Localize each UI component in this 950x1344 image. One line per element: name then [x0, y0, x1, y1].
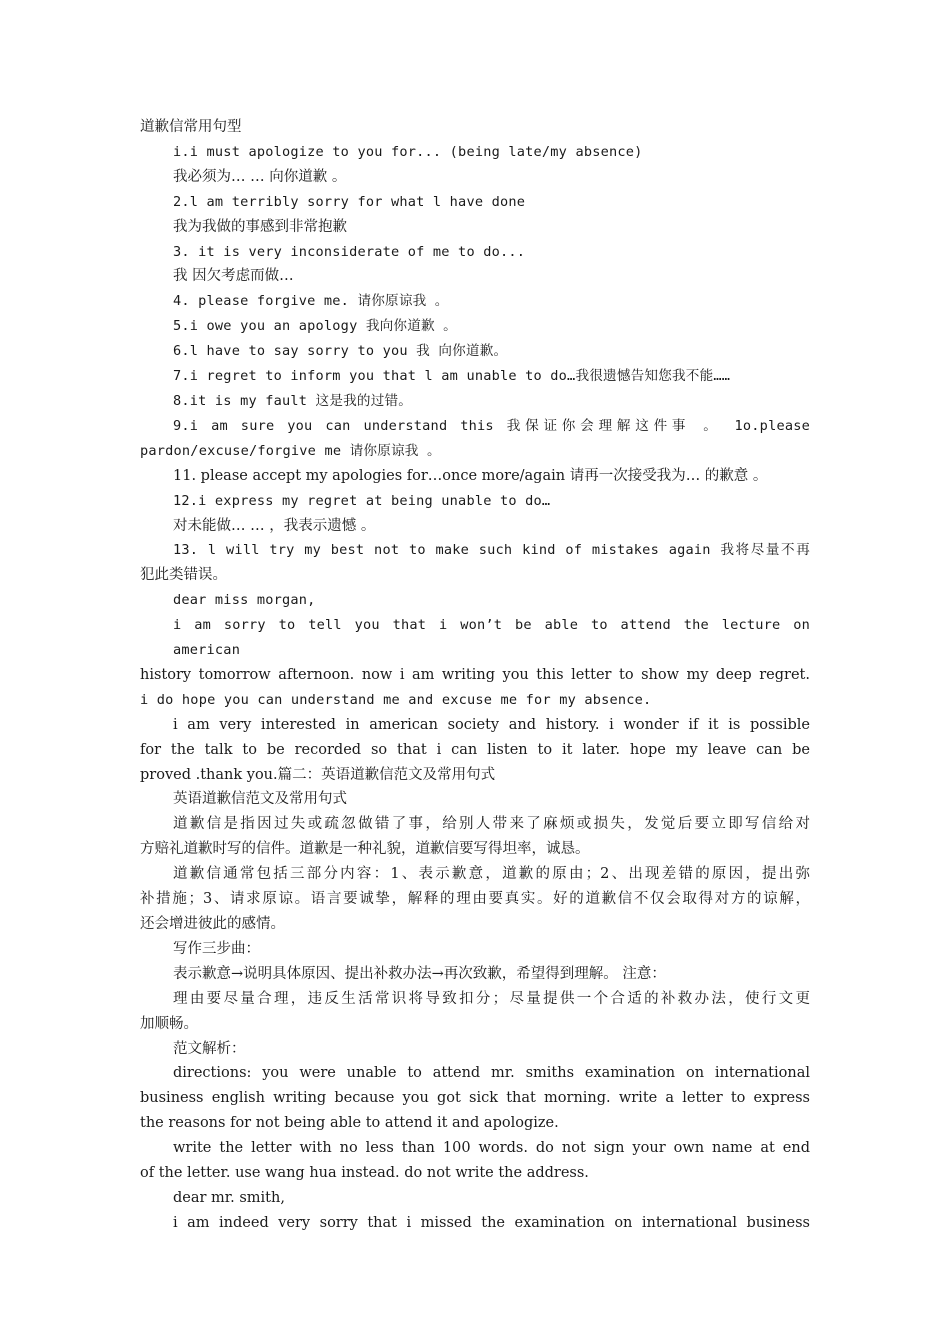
doc-line: the reasons for not being able to attend it and apologize. [140, 1115, 559, 1132]
doc-line: business english writing because you got sick that morning. write a letter to express [140, 1090, 810, 1107]
doc-heading: 道歉信常用句型 [140, 119, 242, 135]
doc-line: i am very interested in american society and history. i wonder if it is possible [173, 716, 810, 733]
doc-line: 道歉信是指因过失或疏忽做错了事，给别人带来了麻烦或损失，发觉后要立即写信给对 [173, 816, 810, 833]
doc-line: proved .thank you.篇二：英语道歉信范文及常用句式 [140, 766, 496, 783]
doc-line: 道歉信通常包括三部分内容：1、表示歉意，道歉的原由；2、出现差错的原因，提出弥 [173, 866, 810, 883]
doc-line: 我必须为… … 向你道歉 。 [173, 168, 347, 185]
doc-line: 表示歉意→说明具体原因、提出补救办法→再次致歉，希望得到理解。 注意： [173, 965, 666, 982]
doc-line: 4. please forgive me. 请你原谅我 。 [173, 293, 449, 310]
doc-line: i am indeed very sorry that i missed the examination on international business [173, 1214, 810, 1231]
doc-line: 范文解析： [173, 1040, 246, 1057]
doc-line: 7.i regret to inform you that l am unable to do…我很遗憾告知您我不能…… [173, 368, 731, 385]
doc-line: i do hope you can understand me and excuse me for my absence. [140, 691, 652, 708]
doc-line: 对未能做… … ，我表示遗憾 。 [173, 517, 376, 534]
doc-line: 补措施；3、请求原谅。语言要诚挚，解释的理由要真实。好的道歉信不仅会取得对方的谅解， [140, 891, 810, 908]
doc-line: 5.i owe you an apology 我向你道歉 。 [173, 318, 457, 335]
doc-line: write the letter with no less than 100 words. do not sign your own name at end [173, 1140, 810, 1157]
doc-line: 9.i am sure you can understand this 我保证你会理解这件事 。 1o.please [173, 417, 810, 434]
doc-line: 8.it is my fault 这是我的过错。 [173, 392, 413, 409]
doc-line: 我为我做的事感到非常抱歉 [173, 218, 347, 235]
doc-line: 13. l will try my best not to make such kind of mistakes again 我将尽量不再 [173, 542, 810, 559]
doc-line: 6.l have to say sorry to you 我 向你道歉。 [173, 343, 508, 360]
doc-line: for the talk to be recorded so that i can listen to it later. hope my leave can be [140, 741, 810, 758]
doc-line: 理由要尽量合理，违反生活常识将导致扣分；尽量提供一个合适的补救办法，使行文更 [173, 990, 810, 1007]
doc-line: 加顺畅。 [140, 1015, 198, 1032]
doc-line: history tomorrow afternoon. now i am writing you this letter to show my deep regret. [140, 666, 810, 683]
doc-line: 12.i express my regret at being unable to do… [173, 492, 551, 509]
doc-line: 3. it is very inconsiderate of me to do... [173, 243, 526, 260]
doc-line: 2.l am terribly sorry for what l have done [173, 193, 526, 210]
doc-line: directions: you were unable to attend mr. smiths examination on international [173, 1065, 810, 1082]
doc-line: pardon/excuse/forgive me 请你原谅我 。 [140, 442, 441, 459]
letter-salutation: dear mr. smith, [173, 1189, 285, 1206]
doc-line: 还会增进彼此的感情。 [140, 916, 285, 932]
doc-line: 我 因欠考虑而做… [173, 268, 294, 285]
section-title: 英语道歉信范文及常用句式 [173, 791, 347, 808]
doc-line: 写作三步曲： [173, 940, 260, 957]
doc-line: 11. please accept my apologies for…once more/again 请再一次接受我为… 的歉意 。 [173, 467, 768, 484]
doc-line: 方赔礼道歉时写的信件。道歉是一种礼貌，道歉信要写得坦率，诚恳。 [140, 841, 590, 858]
doc-line: i.i must apologize to you for... (being late/my absence) [173, 143, 643, 160]
doc-line: i am sorry to tell you that i won’t be able to attend the lecture on american [173, 617, 810, 659]
letter-salutation: dear miss morgan, [173, 592, 316, 609]
document-page [140, 115, 810, 1236]
doc-line: 犯此类错误。 [140, 567, 227, 584]
doc-line: of the letter. use wang hua instead. do not write the address. [140, 1165, 589, 1182]
